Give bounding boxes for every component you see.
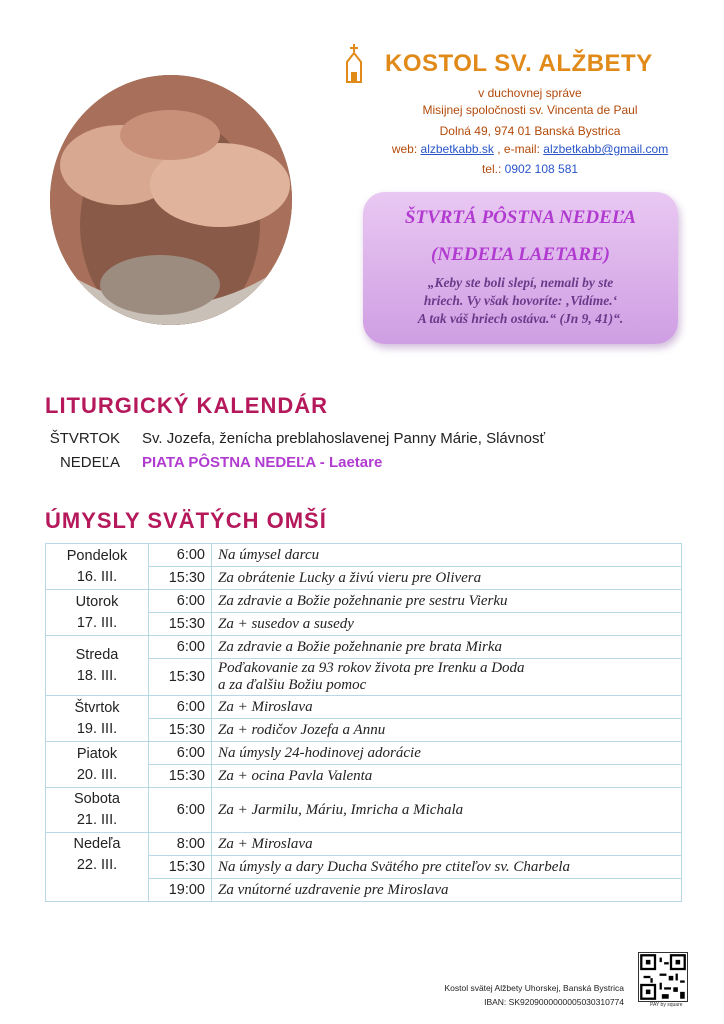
table-row: 15:30 Poďakovanie za 93 rokov života pre Irenku a Doda a za ďalšiu Božiu pomoc bbox=[46, 659, 682, 696]
table-row: Nedeľa 22. III. 8:00 Za + Miroslava bbox=[46, 833, 682, 856]
quote-line1: „Keby ste boli slepí, nemali by ste bbox=[427, 275, 614, 290]
quote-line3: A tak váš hriech ostáva.“ (Jn 9, 41)“. bbox=[417, 311, 624, 326]
church-title: KOSTOL SV. ALŽBETY bbox=[385, 50, 653, 77]
day-cell: Utorok 17. III. bbox=[46, 590, 149, 636]
sunday-quote-box bbox=[363, 192, 678, 344]
header-contacts: web: alzbetkabb.sk , e-mail: alzbetkabb@gmail.com bbox=[391, 142, 669, 156]
table-row: Pondelok 16. III. 6:00 Na úmysel darcu bbox=[46, 544, 682, 567]
mass-intentions-table bbox=[45, 543, 682, 902]
day-cell: Štvrtok 19. III. bbox=[46, 696, 149, 742]
qr-caption: PAY by square bbox=[650, 1002, 683, 1008]
church-icon bbox=[343, 44, 365, 84]
qr-code-icon[interactable] bbox=[638, 952, 688, 1002]
calendar-row: ŠTVRTOK Sv. Jozefa, ženícha preblahoslavenej Panny Márie, Slávnosť bbox=[49, 430, 546, 447]
table-row: 15:30 Za + ocina Pavla Valenta bbox=[46, 765, 682, 788]
table-row: 15:30 Za + susedov a susedy bbox=[46, 613, 682, 636]
day-cell: Piatok 20. III. bbox=[46, 742, 149, 788]
day-cell: Sobota 21. III. bbox=[46, 788, 149, 833]
calendar-row: NEDEĽA PIATA PÔSTNA NEDEĽA - Laetare bbox=[59, 454, 383, 471]
quote-line2: hriech. Vy však hovoríte: ‚Vidíme.‘ bbox=[423, 293, 618, 308]
table-row: Streda 18. III. 6:00 Za zdravie a Božie požehnanie pre brata Mirka bbox=[46, 636, 682, 659]
header-photo bbox=[50, 75, 292, 325]
table-row: Sobota 21. III. 6:00 Za + Jarmilu, Máriu, Imricha a Michala bbox=[46, 788, 682, 833]
table-row: 15:30 Na úmysly a dary Ducha Svätého pre ctiteľov sv. Charbela bbox=[46, 856, 682, 879]
header-address: Dolná 49, 974 01 Banská Bystrica bbox=[439, 124, 621, 138]
table-row: Štvrtok 19. III. 6:00 Za + Miroslava bbox=[46, 696, 682, 719]
table-row: 19:00 Za vnútorné uzdravenie pre Miroslava bbox=[46, 879, 682, 902]
table-row: Piatok 20. III. 6:00 Na úmysly 24-hodinovej adorácie bbox=[46, 742, 682, 765]
footer-iban: IBAN: SK9209000000005030310774 bbox=[484, 997, 624, 1007]
header-line1: v duchovnej správe bbox=[478, 86, 582, 100]
email-link[interactable]: alzbetkabb@gmail.com bbox=[543, 142, 669, 156]
sunday-subtitle: (NEDEĽA LAETARE) bbox=[431, 244, 610, 265]
table-row: 15:30 Za obrátenie Lucky a živú vieru pre Olivera bbox=[46, 567, 682, 590]
day-cell: Nedeľa 22. III. bbox=[46, 833, 149, 902]
table-row: 15:30 Za + rodičov Jozefa a Annu bbox=[46, 719, 682, 742]
day-cell: Pondelok 16. III. bbox=[46, 544, 149, 590]
day-cell: Streda 18. III. bbox=[46, 636, 149, 696]
masses-heading: ÚMYSLY SVÄTÝCH OMŠÍ bbox=[45, 508, 327, 533]
header-line2: Misijnej spoločnosti sv. Vincenta de Paul bbox=[422, 103, 638, 117]
table-row: Utorok 17. III. 6:00 Za zdravie a Božie požehnanie pre sestru Vierku bbox=[46, 590, 682, 613]
calendar-heading: LITURGICKÝ KALENDÁR bbox=[45, 393, 328, 418]
header-tel: tel.: 0902 108 581 bbox=[481, 162, 579, 176]
web-link[interactable]: alzbetkabb.sk bbox=[420, 142, 494, 156]
healing-hands-image bbox=[50, 75, 292, 325]
sunday-title: ŠTVRTÁ PÔSTNA NEDEĽA bbox=[404, 207, 637, 228]
footer-church-name: Kostol svätej Alžbety Uhorskej, Banská Bystrica bbox=[444, 983, 624, 993]
